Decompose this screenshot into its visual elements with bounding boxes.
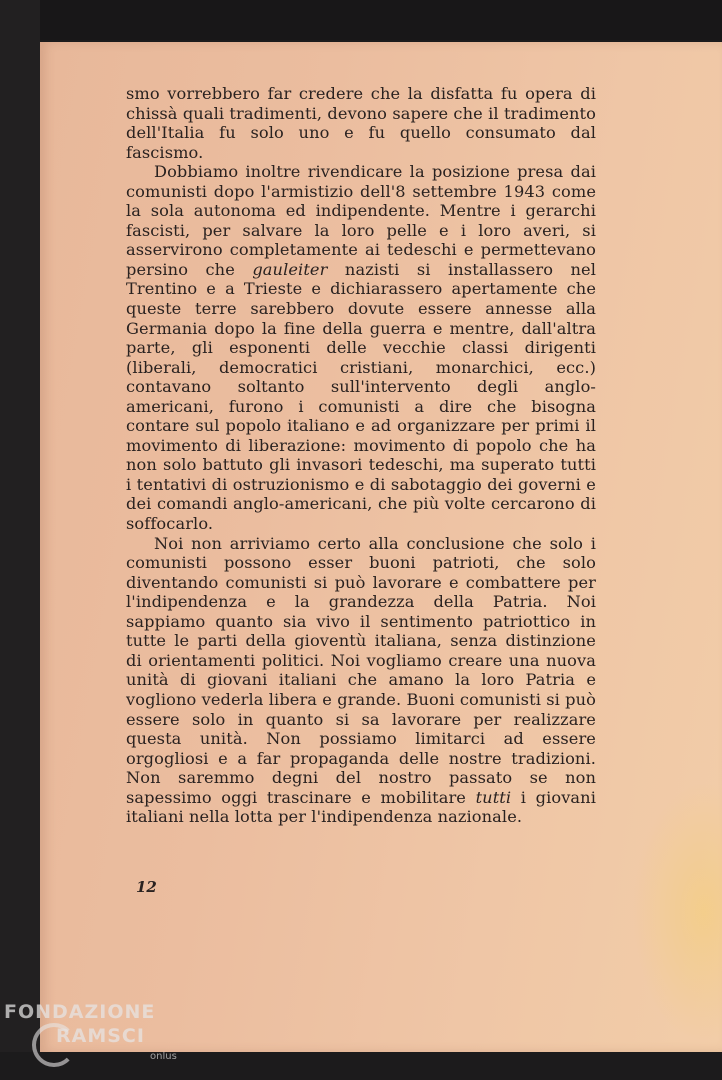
text-run: i giovani italiani nella lotta per l'indipendenza nazionale. xyxy=(126,787,596,827)
scan-top-border xyxy=(0,0,722,40)
italic-run: tutti xyxy=(475,787,512,807)
watermark-line3: onlus xyxy=(150,1051,177,1062)
document-body xyxy=(126,84,596,827)
paragraph xyxy=(126,162,596,533)
watermark-line1: FONDAZIONE xyxy=(4,1001,156,1023)
text-run: Dobbiamo inoltre rivendicare la posizione presa dai comunisti dopo l'armistizio dell'8 settembre 1943 come la sola autonoma ed indipendente. Mentre i gerarchi fascisti, per salvare la loro pelle e i loro averi, si asservirono completamente ai tedeschi e permettevano persino che xyxy=(126,162,596,279)
page-number: 12 xyxy=(136,878,157,896)
scan-left-border xyxy=(0,0,40,1080)
italic-run: gauleiter xyxy=(252,259,328,279)
watermark-logo xyxy=(4,1001,184,1076)
paragraph xyxy=(126,534,596,827)
text-run: nazisti si installassero nel Trentino e a Trieste e dichiarassero apertamente che queste terre sarebbero dovute essere annesse alla Germania dopo la fine della guerra e mentre, dall'altra parte, gli esponenti delle vecchie classi dirigenti (liberali, democratici cristiani, monarchici, ecc.) contavano soltanto sull'intervento degli anglo-americani, furono i comunisti a dire che bisogna contare sul popolo italiano e ad organizzare per primi il movimento di liberazione: movimento di popolo che ha non solo battuto gli invasori tedeschi, ma superato tutti i tentativi di ostruzionismo e di sabotaggio dei governi e dei comandi anglo-americani, che più volte cercarono di soffocarlo. xyxy=(126,259,596,534)
text-run: smo vorrebbero far credere che la disfatta fu opera di chissà quali tradimenti, devono sapere che il tradimento dell'Italia fu solo uno e fu quello consumato dal fascismo. xyxy=(126,84,596,162)
text-run: Noi non arriviamo certo alla conclusione che solo i comunisti possono esser buoni patrioti, che solo diventando comunisti si può lavorare e combattere per l'indipendenza e la grandezza della Patria. Noi sappiamo quanto sia vivo il sentimento patriottico in tutte le parti della gioventù italiana, senza distinzione di orientamenti politici. Noi vogliamo creare una nuova unità di giovani italiani che amano la loro Patria e vogliono vederla libera e grande. Buoni comunisti si può essere solo in quanto si sa lavorare per realizzare questa unità. Non possiamo limitarci ad essere orgogliosi e a far propaganda delle nostre tradizioni. Non saremmo degni del nostro passato se non sapessimo oggi trascinare e mobilitare xyxy=(126,533,596,807)
paper-stain xyxy=(632,782,722,1042)
paragraph xyxy=(126,84,596,162)
watermark-line2: RAMSCI xyxy=(56,1025,145,1047)
